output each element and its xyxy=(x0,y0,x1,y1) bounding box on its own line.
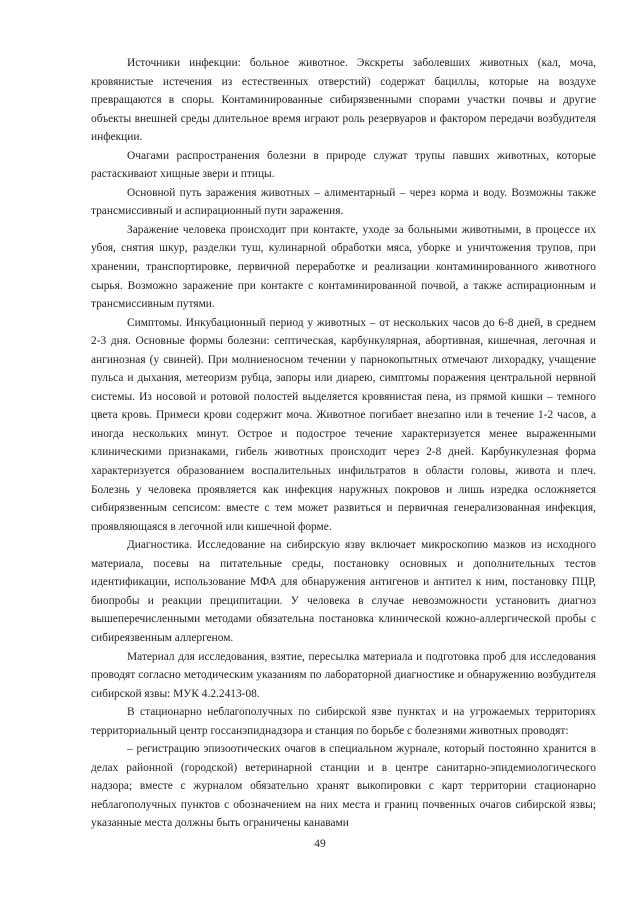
paragraph: – регистрацию эпизоотических очагов в специальном журнале, который постоянно хранится в делах районной (городской) ветеринарной станции и в центре санитарно-эпидемиологического надзора; вместе с журналом обязательно хранят выкопировки с карт территории стационарно неблагополучных пунктов с обозначением на них места и границ почвенных очагов сибирской язвы; указанные места должны быть ограничены канавами xyxy=(91,743,596,830)
document-body xyxy=(91,54,596,833)
paragraph: Материал для исследования, взятие, пересылка материала и подготовка проб для исследования проводят согласно методическим указаниям по лабораторной диагностике и обнаружению возбудителя сибирской язвы: МУК 4.2.2413-08. xyxy=(91,650,596,700)
paragraph: Диагностика. Исследование на сибирскую язву включает микроскопию мазков из исходного материала, посевы на питательные среды, постановку основных и дополнительных тестов идентификации, использование МФА для обнаружения антигенов и антител к ним, постановку ПЦР, биопробы и реакции преципитации. У человека в случае невозможности установить диагноз вышеперечисленными методами обязательна постановка клинической кожно-аллергической пробы с сибиреязвенным аллергеном. xyxy=(91,539,596,644)
paragraph: Симптомы. Инкубационный период у животных – от нескольких часов до 6-8 дней, в среднем 2-3 дня. Основные формы болезни: септическая, карбункулярная, абортивная, кишечная, легочная и ангинозная (у свиней). При молниеносном течении у парнокопытных отмечают лихорадку, учащение пульса и дыхания, метеоризм рубца, запоры или диарею, симптомы поражения центральной нервной системы. Из носовой и ротовой полостей выделяется кровянистая пена, из прямой кишки – темного цвета кровь. Примеси крови содержит моча. Животное погибает внезапно или в течение 1-2 часов, а иногда нескольких минут. Острое и подострое течение характеризуется менее выраженными клиническими признаками, гибель животных происходит через 2-8 дней. Карбункулезная форма характеризуется образованием воспалительных инфильтратов в области головы, живота и плеч. Болезнь у человека проявляется как инфекция наружных покровов и лишь изредка осложняется сибирязвенным сепсисом: вместе с тем может развиться и первичная генерализованная инфекция, проявляющаяся в легочной или кишечной форме. xyxy=(91,316,596,533)
paragraph: В стационарно неблагополучных по сибирской язве пунктах и на угрожаемых территориях территориальный центр госсанэпиднадзора и станция по борьбе с болезнями животных проводят: xyxy=(91,706,596,737)
page-number: 49 xyxy=(314,838,326,850)
paragraph: Заражение человека происходит при контакте, уходе за больными животными, в процессе их убоя, снятия шкур, разделки туш, кулинарной обработки мяса, уборке и уничтожения трупов, при хранении, транспортировке, первичной переработке и реализации контаминированного животного сырья. Возможно заражение при контакте с контаминированной почвой, а также аспирационным и трансмиссивным путями. xyxy=(91,223,596,311)
paragraph: Основной путь заражения животных – алиментарный – через корма и воду. Возможны также трансмиссивный и аспирационный пути заражения. xyxy=(91,186,596,218)
paragraph: Очагами распространения болезни в природе служат трупы павших животных, которые растаскивают хищные звери и птицы. xyxy=(91,149,596,181)
paragraph: Источники инфекции: больное животное. Экскреты заболевших животных (кал, моча, кровянистые истечения из естественных отверстий) содержат бациллы, которые на воздухе превращаются в споры. Контаминированные сибирязвенными спорами участки почвы и другие объекты внешней среды длительное время играют роль резервуаров и фактором передачи возбудителя инфекции. xyxy=(91,57,596,144)
